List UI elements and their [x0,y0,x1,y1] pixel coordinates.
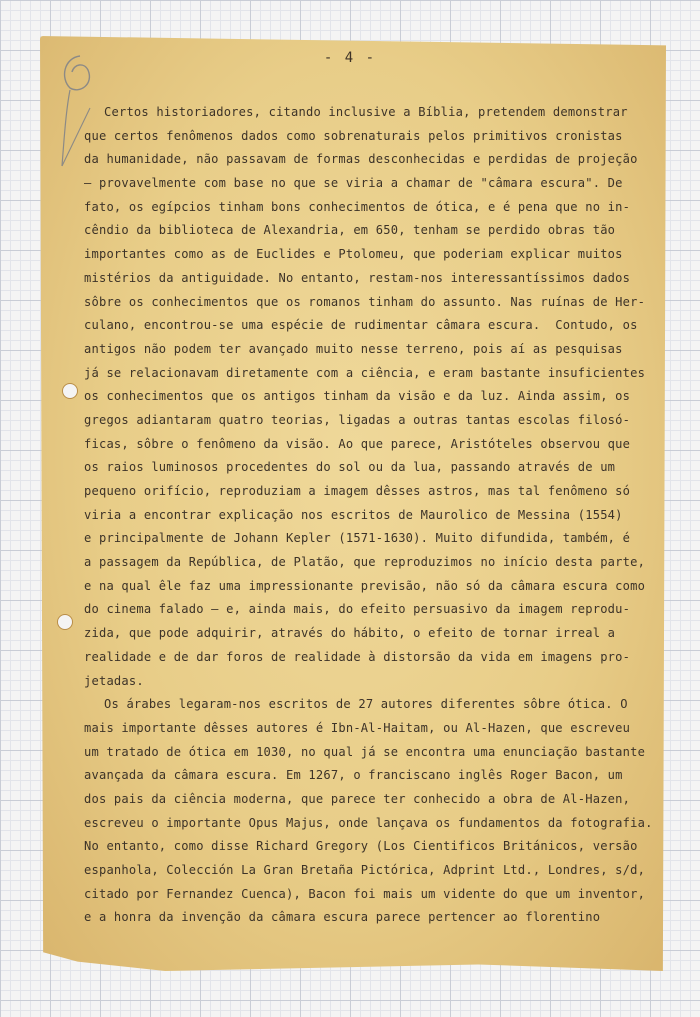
text-line: avançada da câmara escura. Em 1267, o franciscano inglês Roger Bacon, um [84,768,623,783]
text-line: espanhola, Colección La Gran Bretaña Pictórica, Adprint Ltd., Londres, s/d, [84,863,646,877]
text-line: pequeno orifício, reproduziam a imagem dêsses astros, mas tal fenômeno só [84,484,631,498]
text-line: os conhecimentos que os antigos tinham da visão e da luz. Ainda assim, os [84,389,631,404]
text-line: da humanidade, não passavam de formas desconhecidas e perdidas de projeção [84,152,638,167]
text-line: gregos adiantaram quatro teorias, ligadas a outras tantas escolas filosó- [84,412,631,427]
text-line: fato, os egípcios tinham bons conhecimentos de ótica, e é pena que no in- [84,199,631,214]
text-line: culano, encontrou-se uma espécie de rudimentar câmara escura. Contudo, os [84,318,638,333]
punch-hole [57,614,73,630]
text-line: escreveu o importante Opus Majus, onde lançava os fundamentos da fotografia. [84,815,653,830]
text-line: ficas, sôbre o fenômeno da visão. Ao que parece, Aristóteles observou que [84,436,631,451]
text-line: e a honra da invenção da câmara escura parece pertencer ao florentino [84,910,601,925]
text-line: a passagem da República, de Platão, que reproduzimos no início desta parte, [84,555,646,570]
text-line: e principalmente de Johann Kepler (1571-1630). Muito difundida, também, é [84,531,631,546]
page-number: - 4 - [323,50,377,66]
text-line: viria a encontrar explicação nos escritos de Maurolico de Messina (1554) [84,507,623,522]
text-line: Os árabes legaram-nos escritos de 27 autores diferentes sôbre ótica. O [104,697,628,712]
text-line: já se relacionavam diretamente com a ciência, e eram bastante insuficientes [84,365,646,380]
text-line: realidade e de dar foros de realidade à distorsão da vida em imagens pro- [84,649,631,664]
text-line: um tratado de ótica em 1030, no qual já se encontra uma enunciação bastante [84,744,646,759]
text-line: que certos fenômenos dados como sobrenaturais pelos primitivos cronistas [84,128,623,143]
text-line: cêndio da biblioteca de Alexandria, em 650, tenham se perdido obras tão [84,223,616,238]
text-line: os raios luminosos procedentes do sol ou da lua, passando através de um [84,460,616,475]
text-line: do cinema falado — e, ainda mais, do efeito persuasivo da imagem reprodu- [84,602,631,617]
text-line: mistérios da antiguidade. No entanto, restam-nos interessantíssimos dados [84,270,631,285]
text-line: importantes como as de Euclides e Ptolomeu, que poderiam explicar muitos [84,247,623,262]
text-line: jetadas. [84,673,144,688]
text-line: No entanto, como disse Richard Gregory (Los Cientificos Británicos, versão [84,839,638,854]
text-line: mais importante dêsses autores é Ibn-Al-Haitam, ou Al-Hazen, que escreveu [84,720,631,735]
text-line: zida, que pode adquirir, através do hábito, o efeito de tornar irreal a [84,626,616,641]
text-line: citado por Fernandez Cuenca), Bacon foi mais um vidente do que um inventor, [84,886,646,901]
text-line: Certos historiadores, citando inclusive a Bíblia, pretendem demonstrar [104,105,628,119]
body-text [84,101,653,930]
text-line: — provavelmente com base no que se viria a chamar de "câmara escura". De [84,176,623,191]
text-line: dos pais da ciência moderna, que parece ter conhecido a obra de Al-Hazen, [84,791,631,806]
text-line: sôbre os conhecimentos que os romanos tinham do assunto. Nas ruínas de Her- [84,294,646,309]
text-line: antigos não podem ter avançado muito nesse terreno, pois aí as pesquisas [84,341,623,356]
text-line: e na qual êle faz uma impressionante previsão, não só da câmara escura como [84,578,646,593]
punch-hole [62,383,78,399]
